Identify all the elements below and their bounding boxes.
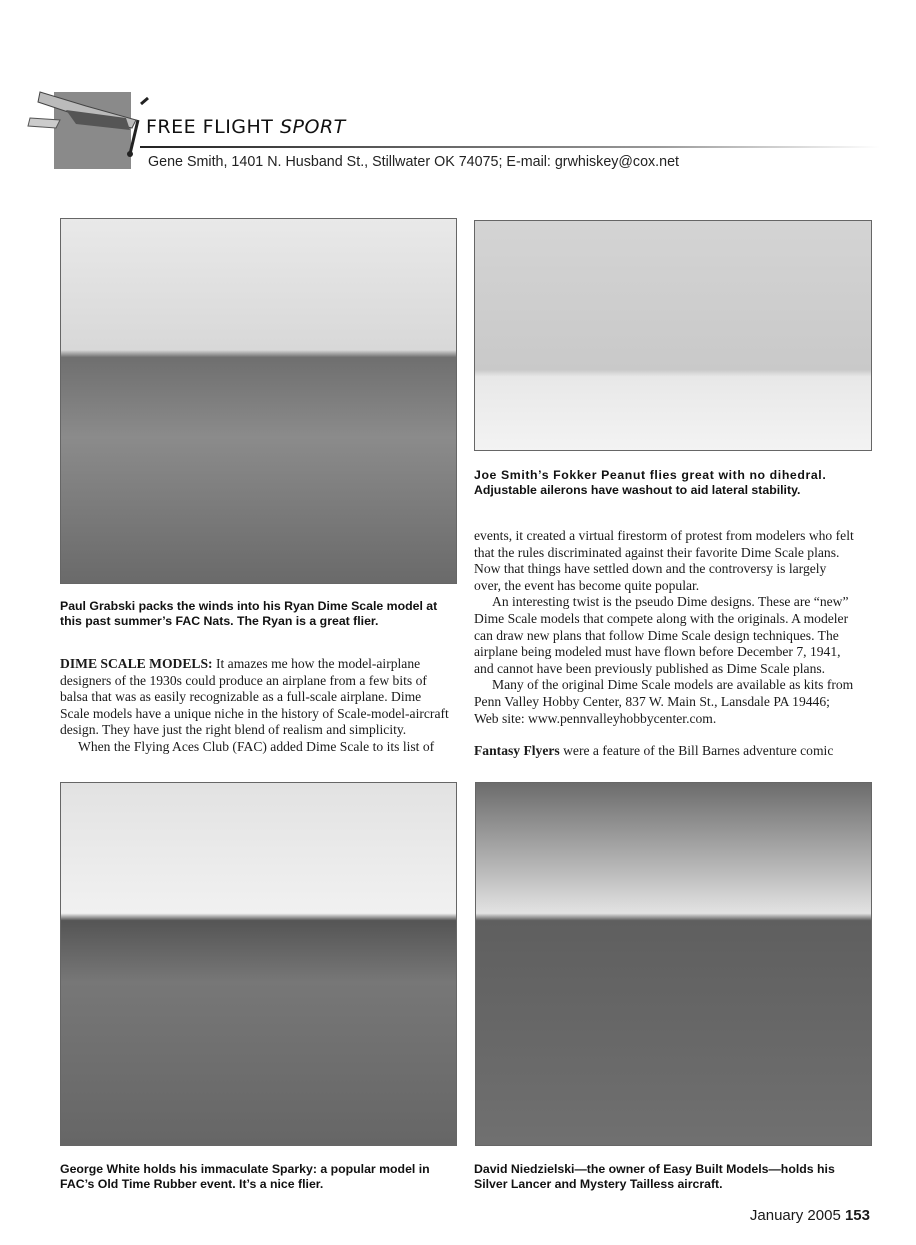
- paragraph-line: [60, 656, 458, 673]
- paragraph-line: that the rules discriminated against their favorite Dime Scale plans.: [474, 544, 840, 560]
- paragraph-gap: [474, 727, 872, 743]
- section-heading: DIME SCALE MODELS:: [60, 656, 213, 671]
- photo-fokker-peanut: [474, 220, 872, 451]
- paragraph-line: Web site: www.pennvalleyhobbycenter.com.: [474, 710, 717, 726]
- author-byline: Gene Smith, 1401 N. Husband St., Stillwater OK 74075; E-mail: grwhiskey@cox.net: [148, 154, 680, 170]
- caption-david: [474, 1162, 874, 1192]
- page-number: 153: [844, 1207, 870, 1224]
- caption-george: [60, 1162, 460, 1192]
- issue-date: January 2005: [749, 1207, 841, 1224]
- caption-line: Paul Grabski packs the winds into his Ryan Dime Scale model at: [60, 599, 438, 613]
- paragraph-line: over, the event has become quite popular.: [474, 577, 700, 593]
- right-article-column: [474, 528, 872, 760]
- paragraph-line: [474, 743, 872, 760]
- title-main: FREE FLIGHT: [146, 116, 274, 138]
- caption-paul: [60, 599, 460, 629]
- photo-paul-grabski-ryan: [60, 218, 457, 584]
- paragraph-line: Scale models have a unique niche in the history of Scale-model-aircraft: [60, 705, 449, 721]
- paragraph-line: Dime Scale models that compete along with the originals. A modeler: [474, 610, 849, 626]
- paragraph-line: Many of the original Dime Scale models are available as kits from: [492, 677, 854, 693]
- caption-line: Joe Smith’s Fokker Peanut flies great with no dihedral.: [474, 468, 827, 482]
- paragraph-line: An interesting twist is the pseudo Dime designs. These are “new”: [492, 594, 849, 610]
- caption-line: Silver Lancer and Mystery Tailless aircraft.: [474, 1177, 723, 1191]
- title-italic: SPORT: [279, 116, 346, 138]
- photo-david-niedzielski: [475, 782, 872, 1146]
- left-article-column: [60, 656, 458, 756]
- header-rule: [140, 146, 880, 148]
- caption-line: George White holds his immaculate Sparky: a popular model in: [60, 1162, 430, 1176]
- text-run: It amazes me how the model-airplane: [212, 656, 421, 671]
- caption-fokker: [474, 468, 874, 498]
- paragraph-line: When the Flying Aces Club (FAC) added Dime Scale to its list of: [78, 738, 435, 754]
- paragraph-line: can draw new plans that follow Dime Scale design techniques. The: [474, 627, 839, 643]
- paragraph-line: and cannot have been previously published as Dime Scale plans.: [474, 660, 826, 676]
- department-title: [146, 116, 346, 138]
- airplane-logo-icon: [26, 84, 156, 164]
- paragraph-line: airplane being modeled must have flown before December 7, 1941,: [474, 644, 841, 660]
- caption-line: FAC’s Old Time Rubber event. It’s a nice flier.: [60, 1177, 324, 1191]
- paragraph-line: designers of the 1930s could produce an airplane from a few bits of: [60, 672, 427, 688]
- paragraph-line: events, it created a virtual firestorm of protest from modelers who felt: [474, 528, 854, 543]
- page-footer: [750, 1207, 870, 1224]
- paragraph-line: design. They have just the right blend of realism and simplicity.: [60, 722, 407, 738]
- paragraph-line: Penn Valley Hobby Center, 837 W. Main St., Lansdale PA 19446;: [474, 693, 830, 709]
- section-heading: Fantasy Flyers: [474, 743, 560, 759]
- paragraph-line: Now that things have settled down and the controversy is largely: [474, 561, 827, 577]
- text-run: were a feature of the Bill Barnes adventure comic: [559, 743, 834, 759]
- caption-line: David Niedzielski—the owner of Easy Built Models—holds his: [474, 1162, 835, 1176]
- photo-george-white-sparky: [60, 782, 457, 1146]
- caption-line: Adjustable ailerons have washout to aid lateral stability.: [474, 483, 801, 497]
- paragraph-line: balsa that was as easily recognizable as a full-scale airplane. Dime: [60, 689, 422, 705]
- caption-line: this past summer’s FAC Nats. The Ryan is a great flier.: [60, 614, 379, 628]
